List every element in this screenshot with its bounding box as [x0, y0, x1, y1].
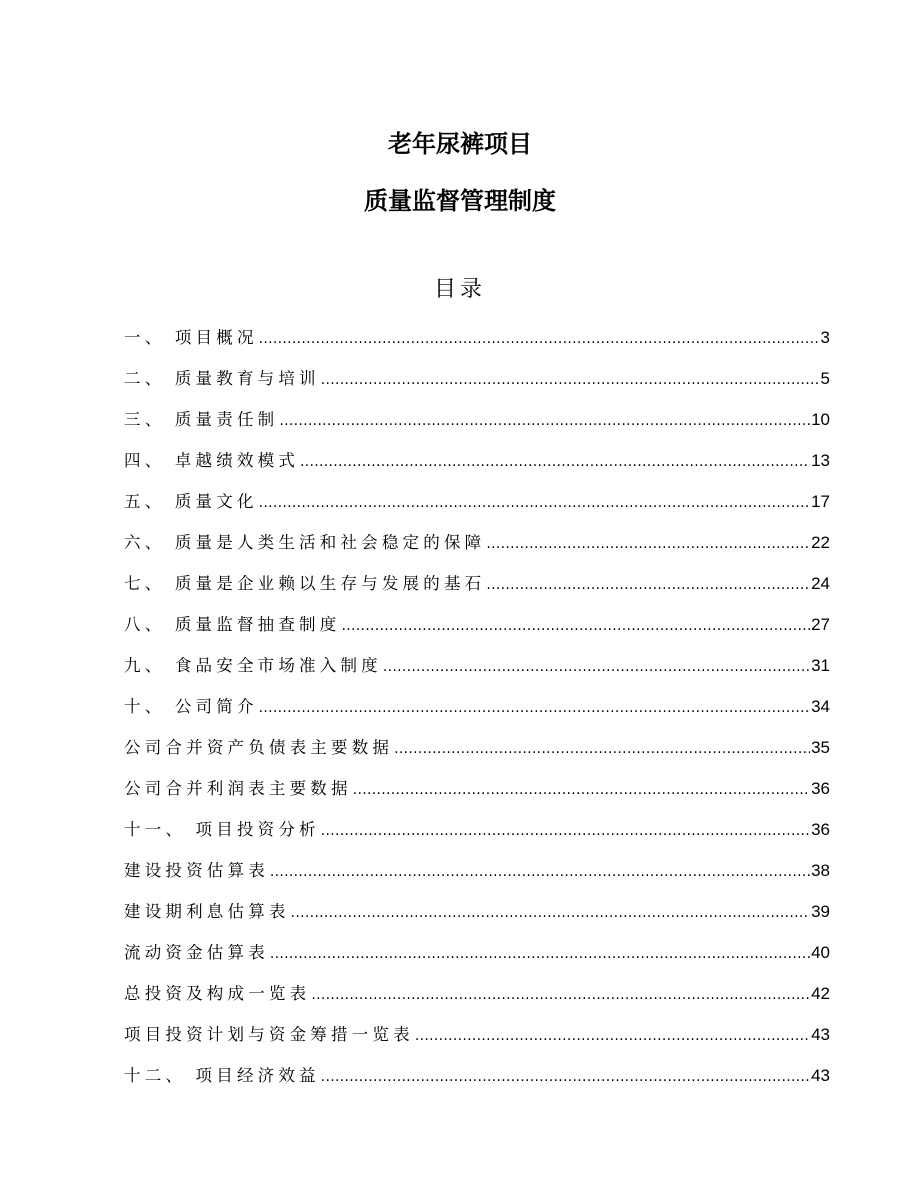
toc-leader-dots: [300, 451, 810, 470]
toc-page-number: 24: [811, 574, 830, 593]
toc-leader-dots: [486, 574, 810, 593]
toc-entry-label: 公司合并资产负债表主要数据: [124, 738, 394, 757]
toc-entry-label: 四、 卓越绩效模式: [124, 451, 300, 470]
toc-leader-dots: [394, 738, 810, 757]
toc-entry[interactable]: [124, 365, 830, 406]
toc-entry[interactable]: [124, 652, 830, 693]
toc-page-number: 22: [811, 533, 830, 552]
toc-leader-dots: [259, 328, 820, 347]
toc-entry[interactable]: [124, 406, 830, 447]
toc-page-number: 3: [820, 328, 830, 347]
toc-entry[interactable]: [124, 529, 830, 570]
toc-entry[interactable]: [124, 447, 830, 488]
toc-entry[interactable]: [124, 939, 830, 980]
toc-entry[interactable]: [124, 488, 830, 529]
table-of-contents: [124, 324, 830, 1103]
toc-entry[interactable]: [124, 857, 830, 898]
toc-leader-dots: [321, 369, 820, 388]
toc-page-number: 43: [811, 1025, 830, 1044]
toc-page-number: 31: [811, 656, 830, 675]
toc-page-number: 10: [811, 410, 830, 429]
toc-page-number: 39: [811, 902, 830, 921]
toc-entry[interactable]: [124, 898, 830, 939]
toc-heading: 目录: [433, 277, 486, 302]
toc-entry[interactable]: [124, 693, 830, 734]
toc-entry-label: 一、 项目概况: [124, 328, 258, 347]
toc-leader-dots: [383, 656, 810, 675]
toc-entry-label: 十一、 项目投资分析: [124, 820, 320, 839]
toc-entry[interactable]: [124, 734, 830, 775]
toc-leader-dots: [259, 492, 810, 511]
toc-leader-dots: [311, 984, 810, 1003]
toc-page-number: 27: [811, 615, 830, 634]
toc-entry-label: 流动资金估算表: [124, 943, 269, 962]
toc-entry-label: 八、 质量监督抽查制度: [124, 615, 341, 634]
toc-entry-label: 九、 食品安全市场准入制度: [124, 656, 382, 675]
toc-leader-dots: [279, 410, 810, 429]
toc-page-number: 13: [811, 451, 830, 470]
toc-entry-label: 五、 质量文化: [124, 492, 258, 511]
toc-page-number: 35: [811, 738, 830, 757]
toc-page-number: 43: [811, 1066, 830, 1085]
toc-entry-label: 公司合并利润表主要数据: [124, 779, 352, 798]
document-subtitle: 质量监督管理制度: [364, 187, 556, 215]
toc-entry[interactable]: [124, 980, 830, 1021]
toc-entry-label: 二、 质量教育与培训: [124, 369, 320, 388]
toc-page-number: 36: [811, 820, 830, 839]
toc-leader-dots: [321, 820, 810, 839]
toc-entry[interactable]: [124, 816, 830, 857]
toc-leader-dots: [291, 902, 810, 921]
toc-entry[interactable]: [124, 775, 830, 816]
toc-entry-label: 三、 质量责任制: [124, 410, 279, 429]
toc-page-number: 42: [811, 984, 830, 1003]
document-title: 老年尿裤项目: [388, 130, 532, 158]
toc-page-number: 36: [811, 779, 830, 798]
toc-leader-dots: [486, 533, 810, 552]
toc-leader-dots: [353, 779, 810, 798]
toc-page-number: 17: [811, 492, 830, 511]
toc-entry-label: 十二、 项目经济效益: [124, 1066, 320, 1085]
toc-leader-dots: [341, 615, 810, 634]
toc-leader-dots: [321, 1066, 810, 1085]
toc-page-number: 40: [811, 943, 830, 962]
toc-entry-label: 总投资及构成一览表: [124, 984, 311, 1003]
toc-entry[interactable]: [124, 1062, 830, 1103]
toc-entry[interactable]: [124, 1021, 830, 1062]
toc-page-number: 34: [811, 697, 830, 716]
toc-leader-dots: [259, 697, 810, 716]
toc-entry[interactable]: [124, 324, 830, 365]
toc-leader-dots: [415, 1025, 810, 1044]
toc-leader-dots: [270, 943, 810, 962]
toc-entry-label: 十、 公司简介: [124, 697, 258, 716]
toc-entry-label: 项目投资计划与资金筹措一览表: [124, 1025, 414, 1044]
toc-entry-label: 建设投资估算表: [124, 861, 269, 880]
toc-page-number: 5: [820, 369, 830, 388]
toc-entry-label: 七、 质量是企业赖以生存与发展的基石: [124, 574, 486, 593]
toc-page-number: 38: [811, 861, 830, 880]
toc-entry[interactable]: [124, 570, 830, 611]
toc-leader-dots: [270, 861, 810, 880]
toc-entry-label: 建设期利息估算表: [124, 902, 290, 921]
toc-entry-label: 六、 质量是人类生活和社会稳定的保障: [124, 533, 486, 552]
toc-entry[interactable]: [124, 611, 830, 652]
